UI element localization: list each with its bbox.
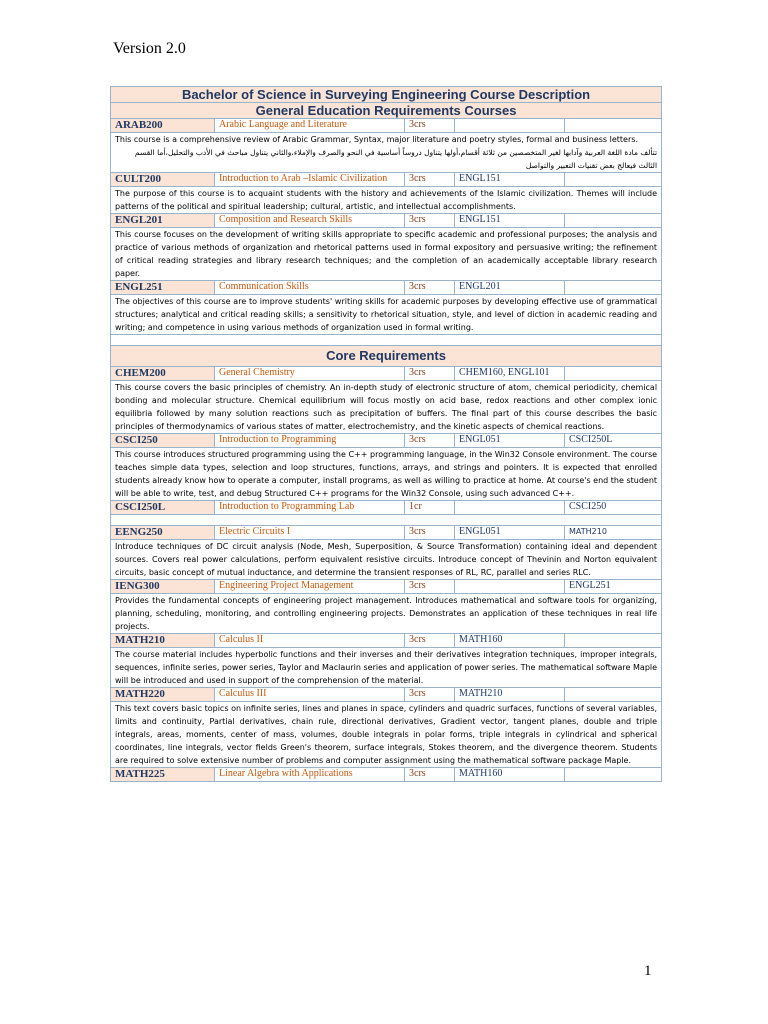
course-description: The objectives of this course are to improve students' writing skills for academic purposes by developing effective use of grammatical structures; analytical and critical reading skills; a sensitivity to rhetorical situation, style, and level of diction in academic reading and writing; and competence in using various methods of organization used in formal writing.: [111, 295, 662, 335]
course-name: Electric Circuits I: [215, 526, 405, 540]
course-coreq: [565, 688, 662, 702]
course-row: [111, 634, 662, 648]
course-credits: 3crs: [405, 281, 455, 295]
course-name: Engineering Project Management: [215, 580, 405, 594]
course-credits: 3crs: [405, 634, 455, 648]
course-row: [111, 367, 662, 381]
course-description-row: [111, 187, 662, 214]
course-description: This text covers basic topics on infinite series, lines and planes in space, cylinders and quadric surfaces, functions of several variables, limits and continuity, Partial derivatives, chain rule, directional derivatives, Gradient vector, tangent planes, double and triple integrals, areas, moments, center of mass, volumes, double integrals in polar forms, triple integrals in cylindrical and spherical coordinates, line integrals, vector fields Green's theorem, surface integrals, Stokes theorem, and the divergence theorem. Students are required to solve extensive number of problems and computer assignment using the mathematical software package Maple.: [111, 702, 662, 768]
course-description: Provides the fundamental concepts of engineering project management. Introduces mathematical and software tools for organizing, planning, scheduling, monitoring, and controlling engineering projects. Demonstrates an application of these techniques in real life projects.: [111, 594, 662, 634]
course-code: MATH225: [111, 768, 215, 782]
course-description: This course is a comprehensive review of Arabic Grammar, Syntax, major literature and poetry styles, formal and business letters.: [115, 135, 638, 144]
course-row: [111, 688, 662, 702]
course-credits: 3crs: [405, 580, 455, 594]
course-coreq: [565, 367, 662, 381]
course-coreq: [565, 214, 662, 228]
course-credits: 3crs: [405, 434, 455, 448]
course-row: [111, 119, 662, 133]
course-code: ENGL251: [111, 281, 215, 295]
course-prereq: [455, 580, 565, 594]
course-credits: 3crs: [405, 526, 455, 540]
course-row: [111, 434, 662, 448]
course-code: CSCI250L: [111, 501, 215, 515]
course-row: [111, 281, 662, 295]
course-coreq: [565, 768, 662, 782]
course-coreq: CSCI250: [565, 501, 662, 515]
main-title: Bachelor of Science in Surveying Engineering Course Description: [111, 87, 662, 103]
general-section-title: General Education Requirements Courses: [111, 103, 662, 119]
course-credits: 3crs: [405, 768, 455, 782]
course-description: The course material includes hyperbolic functions and their inverses and their derivatives integration techniques, improper integrals, sequences, infinite series, power series, Taylor and Maclaurin series and application of power series. The mathematical software Maple will be introduced and used in support of the comprehension of the material.: [111, 648, 662, 688]
course-description-row: [111, 381, 662, 434]
course-code: CSCI250: [111, 434, 215, 448]
course-description-row: [111, 702, 662, 768]
course-description-row: [111, 540, 662, 580]
course-name: Calculus III: [215, 688, 405, 702]
course-code: ENGL201: [111, 214, 215, 228]
course-description-cell: [111, 133, 662, 173]
course-code: CULT200: [111, 173, 215, 187]
course-prereq: [455, 501, 565, 515]
course-coreq: [565, 173, 662, 187]
course-prereq: ENGL051: [455, 434, 565, 448]
course-code: EENG250: [111, 526, 215, 540]
course-prereq: MATH160: [455, 768, 565, 782]
course-credits: 3crs: [405, 173, 455, 187]
course-name: Arabic Language and Literature: [215, 119, 405, 133]
course-prereq: CHEM160, ENGL101: [455, 367, 565, 381]
course-credits: 1cr: [405, 501, 455, 515]
course-credits: 3crs: [405, 214, 455, 228]
course-name: Composition and Research Skills: [215, 214, 405, 228]
spacer-row: [111, 335, 662, 346]
spacer-cell: [111, 335, 662, 346]
course-credits: 3crs: [405, 367, 455, 381]
course-prereq: ENGL051: [455, 526, 565, 540]
course-code: MATH220: [111, 688, 215, 702]
course-description-arabic: تتألف مادة اللغة العربية وآدابها لغير المتخصصين من ثلاثة أقسام،أولها يتناول دروساً أساسية في النحو والصرف والإملاء،والثاني يتناول مباحث في الأدب والتحليل،أما القسم الثالث فيعالج بعض تقنيات التعبير والتواصل: [134, 148, 658, 170]
course-coreq: [565, 119, 662, 133]
course-name: Introduction to Arab –Islamic Civilization: [215, 173, 405, 187]
course-description: This course covers the basic principles of chemistry. An in-depth study of electronic structure of atom, chemical periodicity, chemical bonding and molecular structure. Chemical equilibrium will focus mostly on acid base, redox reactions and other complex ionic equilibria followed by many solution reactions such as precipitation of buffers. The final part of this course describes the basic principles of thermodynamics of various states of matter, electrochemistry, and the kinetic aspects of chemical reactions.: [111, 381, 662, 434]
course-name: Introduction to Programming: [215, 434, 405, 448]
course-prereq: ENGL151: [455, 173, 565, 187]
course-prereq: [455, 119, 565, 133]
course-name: Linear Algebra with Applications: [215, 768, 405, 782]
course-coreq: MATH210: [565, 526, 662, 540]
course-description: The purpose of this course is to acquaint students with the history and achievements of the Islamic civilization. Themes will include patterns of the political and spiritual leadership; cultural, artistic, and intellectual accomplishments.: [111, 187, 662, 214]
course-row: [111, 173, 662, 187]
course-prereq: MATH160: [455, 634, 565, 648]
course-description-row: [111, 295, 662, 335]
general-title-row: [111, 103, 662, 119]
main-title-row: [111, 87, 662, 103]
course-prereq: ENGL201: [455, 281, 565, 295]
spacer-row: [111, 515, 662, 526]
course-credits: 3crs: [405, 688, 455, 702]
course-coreq: [565, 634, 662, 648]
course-prereq: ENGL151: [455, 214, 565, 228]
course-name: Communication Skills: [215, 281, 405, 295]
course-row: [111, 501, 662, 515]
course-description-row: [111, 594, 662, 634]
course-name: Calculus II: [215, 634, 405, 648]
course-description-row: [111, 448, 662, 501]
course-description: This course focuses on the development of writing skills appropriate to specific academic and professional purposes; the analysis and practice of various methods of organization and rhetorical patterns used in formal expository and persuasive writing; the refinement of critical reading strategies and library research techniques; and the completion of an academically acceptable library research paper.: [111, 228, 662, 281]
course-row: [111, 526, 662, 540]
course-code: IENG300: [111, 580, 215, 594]
course-name: General Chemistry: [215, 367, 405, 381]
course-description-row: [111, 228, 662, 281]
course-code: ARAB200: [111, 119, 215, 133]
core-section-title: Core Requirements: [111, 346, 662, 367]
course-coreq: CSCI250L: [565, 434, 662, 448]
page-number: 1: [644, 963, 652, 979]
course-row: [111, 580, 662, 594]
course-credits: 3crs: [405, 119, 455, 133]
course-row: [111, 214, 662, 228]
course-prereq: MATH210: [455, 688, 565, 702]
course-description: This course introduces structured programming using the C++ programming language, in the Win32 Console environment. The course teaches simple data types, selection and loop structures, functions, arrays, and strings and pointers. It is expected that enrolled students already know how to operate a computer, install programs, as well as willing to practice at home. At course's end the student will be able to write, test, and debug Structured C++ programs for the Win32 Console, using such advanced C++.: [111, 448, 662, 501]
course-description: Introduce techniques of DC circuit analysis (Node, Mesh, Superposition, & Source Transformation) containing ideal and dependent sources. Covers real power calculations, perform equivalent resistive circuits. Introduce concept of Thevinin and Norton equivalent circuits, basic concept of mutual inductance, and determine the transient responses of RL, RC, parallel and series RLC.: [111, 540, 662, 580]
core-title-row: [111, 346, 662, 367]
course-code: CHEM200: [111, 367, 215, 381]
course-table: [110, 86, 662, 782]
course-row: [111, 768, 662, 782]
course-description-row: [111, 133, 662, 173]
course-coreq: [565, 281, 662, 295]
course-coreq: ENGL251: [565, 580, 662, 594]
course-code: MATH210: [111, 634, 215, 648]
spacer-cell: [111, 515, 662, 526]
course-description-row: [111, 648, 662, 688]
course-name: Introduction to Programming Lab: [215, 501, 405, 515]
version-label: Version 2.0: [113, 40, 186, 57]
